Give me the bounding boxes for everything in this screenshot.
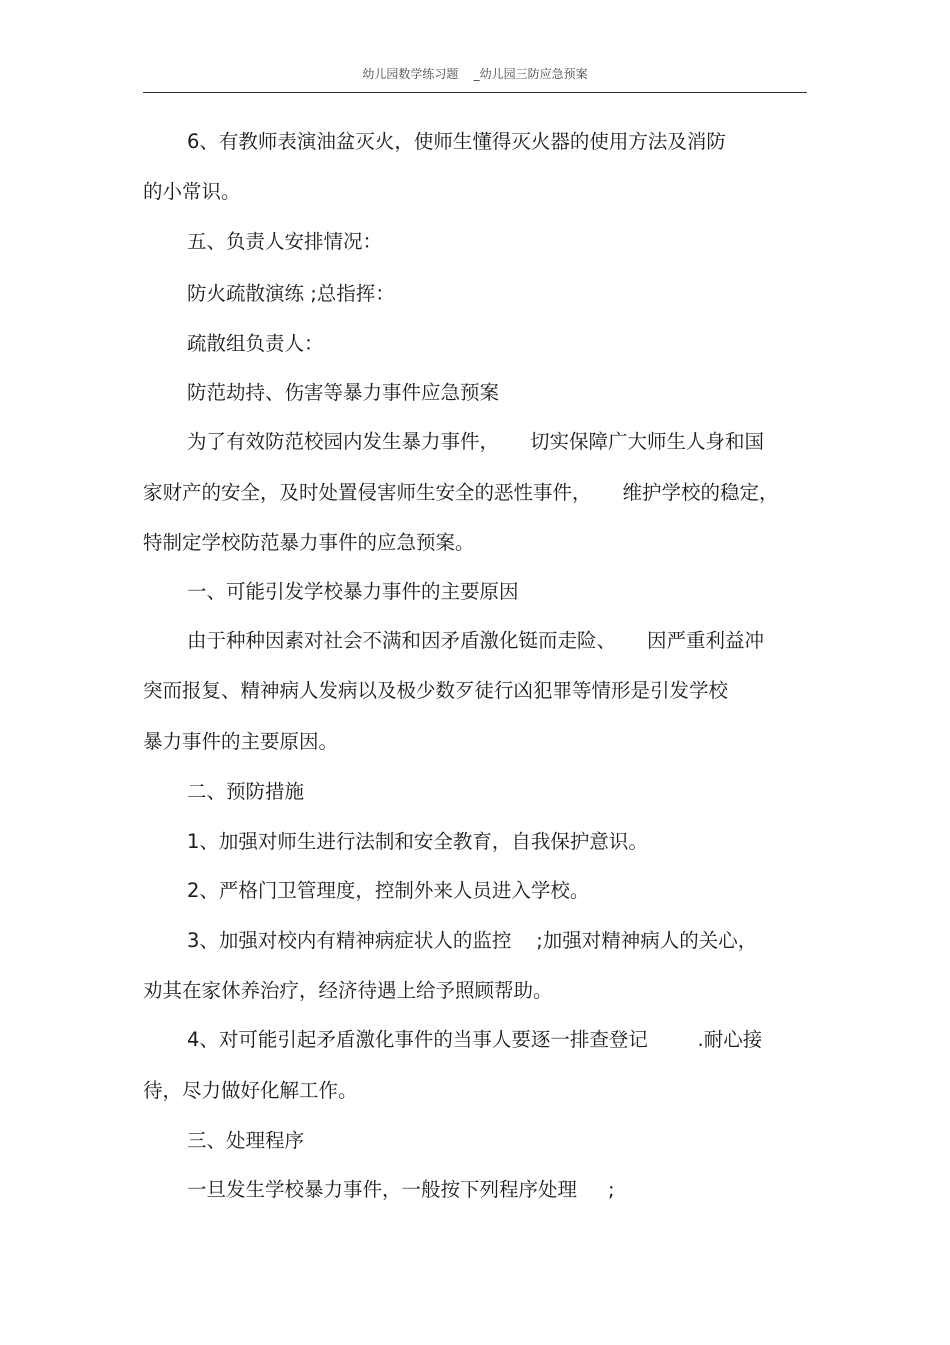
paragraph-line: 6、有教师表演油盆灭火，使师生懂得灭火器的使用方法及消防 <box>187 130 726 153</box>
paragraph-line: 特制定学校防范暴力事件的应急预案。 <box>143 531 475 554</box>
paragraph-line: 待，尽力做好化解工作。 <box>143 1079 358 1102</box>
section-heading: 二、预防措施 <box>187 780 305 803</box>
header-left-text: 幼儿园数学练习题 <box>362 67 459 81</box>
list-item: 3、加强对校内有精神病症状人的监控 ;加强对精神病人的关心， <box>187 929 758 952</box>
paragraph-line: 的小常识。 <box>143 180 241 203</box>
header-right-text: _幼儿园三防应急预案 <box>473 67 588 81</box>
paragraph-line: 一旦发生学校暴力事件，一般按下列程序处理 ; <box>187 1178 615 1201</box>
running-header <box>143 64 807 93</box>
paragraph-line: 防火疏散演练 ;总指挥： <box>187 282 395 305</box>
section-heading: 三、处理程序 <box>187 1129 305 1152</box>
list-item: 1、加强对师生进行法制和安全教育，自我保护意识。 <box>187 830 648 853</box>
header-spacer <box>458 67 473 81</box>
paragraph-line: 突而报复、精神病人发病以及极少数歹徒行凶犯罪等情形是引发学校 <box>143 679 729 702</box>
section-heading: 一、可能引发学校暴力事件的主要原因 <box>187 580 519 603</box>
list-item: 2、严格门卫管理度，控制外来人员进入学校。 <box>187 879 590 902</box>
paragraph-line: 为了有效防范校园内发生暴力事件， 切实保障广大师生人身和国 <box>187 430 764 453</box>
paragraph-line: 家财产的安全，及时处置侵害师生安全的恶性事件， 维护学校的稳定， <box>143 481 779 504</box>
paragraph-line: 疏散组负责人： <box>187 332 324 355</box>
section-heading: 五、负责人安排情况： <box>187 230 383 253</box>
paragraph-line: 劝其在家休养治疗，经济待遇上给予照顾帮助。 <box>143 979 553 1002</box>
paragraph-line: 暴力事件的主要原因。 <box>143 730 339 753</box>
paragraph-line: 由于种种因素对社会不满和因矛盾激化铤而走险、 因严重利益冲 <box>187 629 764 652</box>
section-title: 防范劫持、伤害等暴力事件应急预案 <box>187 381 500 404</box>
list-item: 4、对可能引起矛盾激化事件的当事人要逐一排查登记 .耐心接 <box>187 1028 763 1051</box>
